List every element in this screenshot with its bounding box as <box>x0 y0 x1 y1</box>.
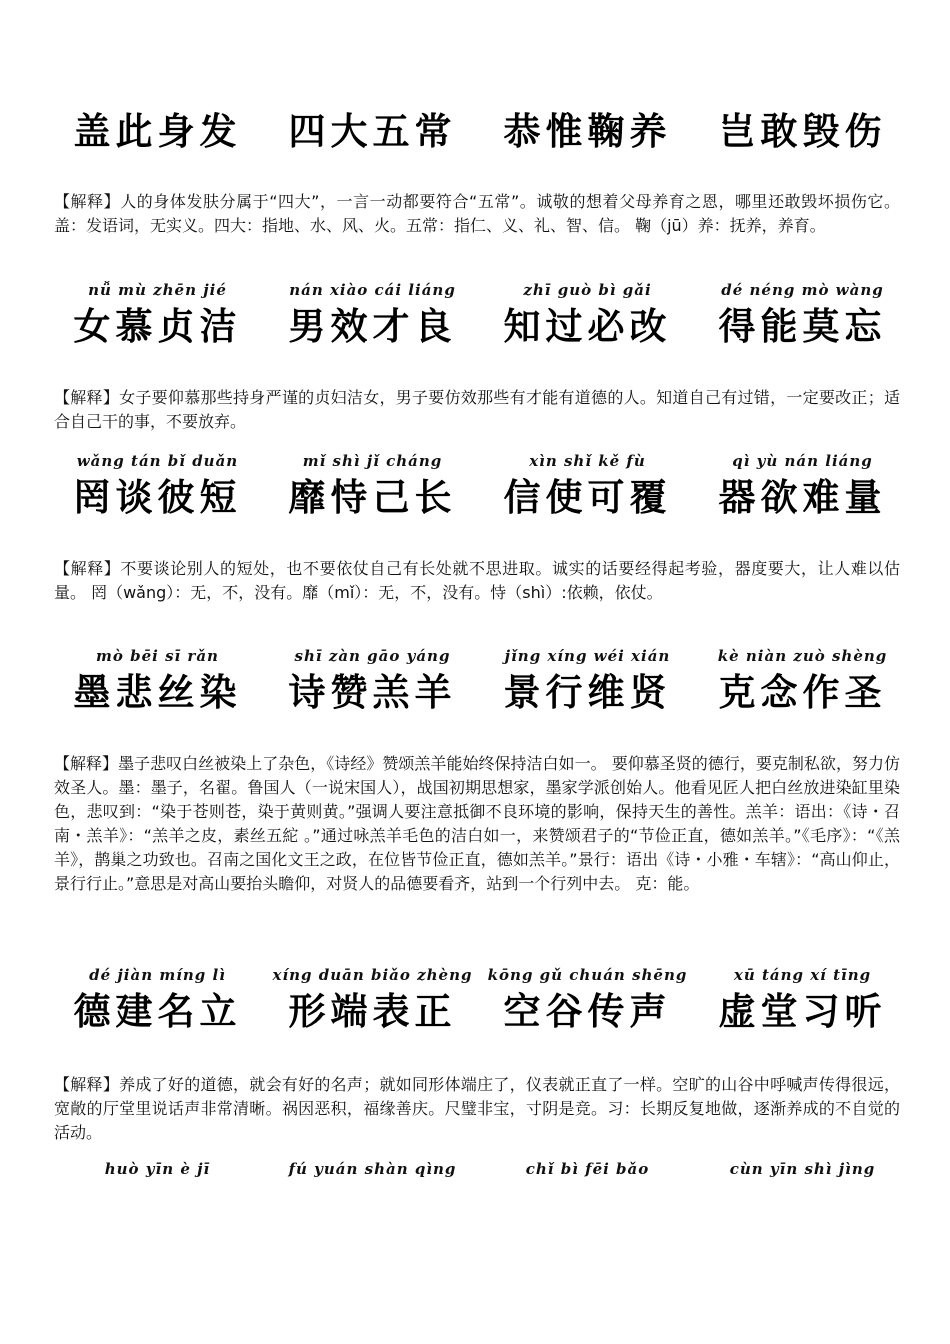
hanzi-phrase: 得能莫忘 <box>718 304 887 348</box>
hanzi-phrase: 形端表正 <box>288 989 457 1033</box>
pinyin-text: kè niàn zuò shèng <box>717 647 888 665</box>
hanzi-row-1 <box>50 103 910 159</box>
hanzi-phrase: 克念作圣 <box>718 670 887 714</box>
hanzi-phrase: 罔谈彼短 <box>73 475 242 519</box>
hanzi-phrase: 诗赞羔羊 <box>288 670 457 714</box>
hanzi-phrase: 虚堂习听 <box>718 989 887 1033</box>
pinyin-text: xíng duān biǎo zhèng <box>272 966 473 984</box>
pinyin-text: nán xiào cái liáng <box>289 281 456 299</box>
hanzi-phrase: 女慕贞洁 <box>73 304 242 348</box>
hanzi-phrase: 德建名立 <box>73 989 242 1033</box>
pinyin-text: mò bēi sī rǎn <box>96 647 219 665</box>
pinyin-text: kōng gǔ chuán shēng <box>487 966 688 984</box>
explanation-4: 【解释】墨子悲叹白丝被染上了杂色，《诗经》赞颂羔羊能始终保持洁白如一。 要仰慕圣贤的德行，要克制私欲，努力仿效圣人。墨：墨子，名翟。鲁国人（一说宋国人），战国初期思想家，墨家学派创始人。他看见匠人把白丝放进染缸里染色，悲叹到：“染于苍则苍，染于黄则黄。”强调人要注意抵御不良环境的影响，保持天生的善性。羔羊：语出：《诗・召南・羔羊》：“羔羊之皮，素丝五紽 。”通过咏羔羊毛色的洁白如一，来赞颂君子的“节俭正直，德如羔羊。”《毛序》：“《羔羊》，鹊巢之功致也。召南之国化文王之政，在位皆节俭正直，德如羔羊。”景行：语出《诗・小雅・车辖》：“高山仰止，景行行止。”意思是对高山要抬头瞻仰，对贤人的品德要看齐，站到一个行列中去。 克：能。 <box>54 754 900 893</box>
hanzi-phrase: 墨悲丝染 <box>73 670 242 714</box>
hanzi-phrase: 知过必改 <box>503 304 672 348</box>
pinyin-text: shī zàn gāo yáng <box>294 647 451 665</box>
pinyin-text: wǎng tán bǐ duǎn <box>76 452 239 470</box>
pinyin-text: chǐ bì fēi bǎo <box>525 1160 650 1178</box>
pinyin-text: dé néng mò wàng <box>721 281 884 299</box>
hanzi-row-2 <box>50 298 910 354</box>
pinyin-text: mǐ shì jǐ cháng <box>302 452 443 470</box>
hanzi-phrase: 器欲难量 <box>718 475 887 519</box>
pinyin-text: cùn yīn shì jìng <box>729 1160 876 1178</box>
explanation-5: 【解释】养成了好的道德，就会有好的名声；就如同形体端庄了，仪表就正直了一样。空旷的山谷中呼喊声传得很远，宽敞的厅堂里说话声非常清晰。祸因恶积，福缘善庆。尺璧非宝，寸阴是竞。习：长期反复地做，逐渐养成的不自觉的活动。 <box>54 1075 900 1142</box>
hanzi-row-5 <box>50 983 910 1039</box>
pinyin-text: fú yuán shàn qìng <box>288 1160 457 1178</box>
pinyin-text: xū táng xí tīng <box>733 966 872 984</box>
pinyin-row-6 <box>50 1160 910 1184</box>
pinyin-text: huò yīn è jī <box>104 1160 211 1178</box>
hanzi-phrase: 景行维贤 <box>503 670 672 714</box>
hanzi-phrase: 靡恃己长 <box>288 475 457 519</box>
explanation-2: 【解释】女子要仰慕那些持身严谨的贞妇洁女，男子要仿效那些有才能有道德的人。知道自己有过错，一定要改正；适合自己干的事，不要放弃。 <box>54 388 900 431</box>
hanzi-phrase: 岂敢毁伤 <box>718 109 887 153</box>
explanation-3: 【解释】不要谈论别人的短处，也不要依仗自己有长处就不思进取。诚实的话要经得起考验，器度要大，让人难以估量。 罔（wǎng）：无，不，没有。靡（mǐ）：无，不，没有。恃（shì）:依赖，依仗。 <box>54 559 900 602</box>
hanzi-phrase: 信使可覆 <box>503 475 672 519</box>
pinyin-text: jǐng xíng wéi xián <box>504 647 671 665</box>
pinyin-text: dé jiàn míng lì <box>89 966 226 984</box>
hanzi-phrase: 盖此身发 <box>73 109 242 153</box>
hanzi-phrase: 男效才良 <box>288 304 457 348</box>
hanzi-row-4 <box>50 664 910 720</box>
hanzi-phrase: 恭惟鞠养 <box>503 109 672 153</box>
hanzi-phrase: 空谷传声 <box>503 989 672 1033</box>
pinyin-text: zhī guò bì gǎi <box>523 281 652 299</box>
pinyin-text: xìn shǐ kě fù <box>529 452 646 470</box>
hanzi-phrase: 四大五常 <box>288 109 457 153</box>
explanation-1: 【解释】人的身体发肤分属于“四大”，一言一动都要符合“五常”。诚敬的想着父母养育之恩，哪里还敢毁坏损伤它。 盖：发语词，无实义。四大：指地、水、风、火。五常：指仁、义、礼、智、信。 鞠（jū）养：抚养，养育。 <box>54 192 900 235</box>
hanzi-row-3 <box>50 469 910 525</box>
pinyin-text: nǚ mù zhēn jié <box>88 281 227 299</box>
pinyin-text: qì yù nán liáng <box>732 452 873 470</box>
